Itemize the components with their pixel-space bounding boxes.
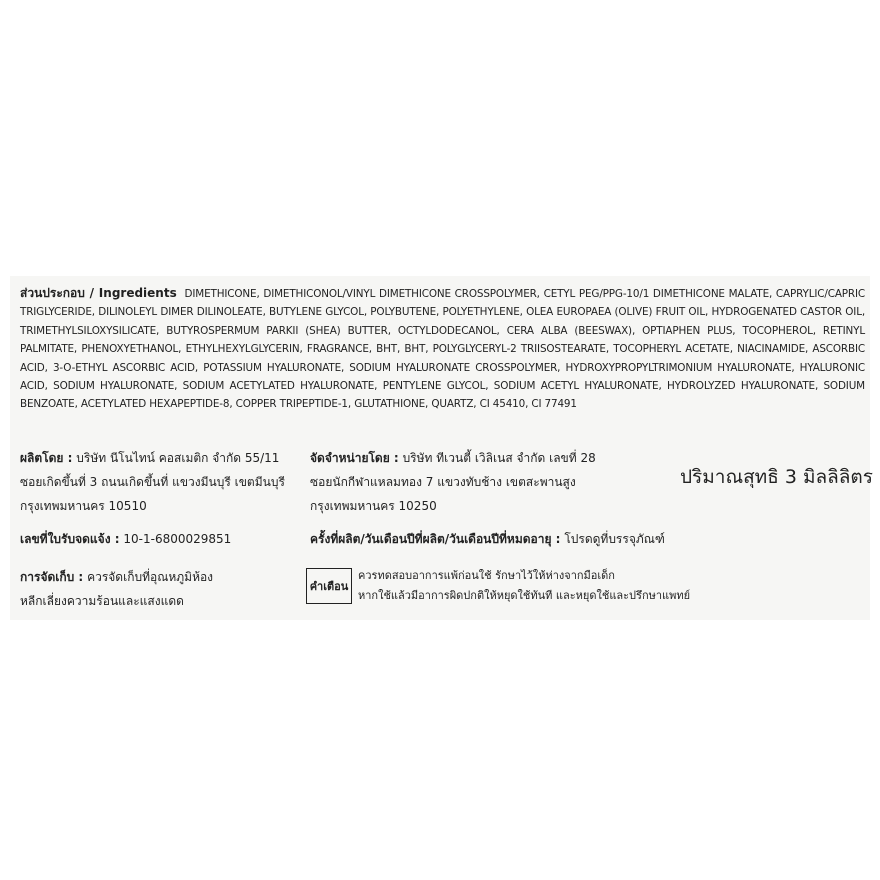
- warning-text: [358, 566, 691, 606]
- manufacturer-line-1: บริษัท นีโนไทน์ คอสเมติก จำกัด 55/11: [76, 451, 280, 465]
- distributor-line-3: กรุงเทพมหานคร 10250: [310, 499, 437, 513]
- ingredients-list: DIMETHICONE, DIMETHICONOL/VINYL DIMETHICONE CROSSPOLYMER, CETYL PEG/PPG-10/1 DIMETHICONE MALATE, CAPRYLIC/CAPRIC TRIGLYCERIDE, DILINOLEYL DIMER DILINOLEATE, BUTYLENE GLYCOL, POLYBUTENE, POLYETHYLENE, OLEA EUROPAEA (OLIVE) FRUIT OIL, HYDROGENATED CASTOR OIL, TRIMETHYLSILOXYSILICATE, BUTYROSPERMUM PARKII (SHEA) BUTTER, OCTYLDODECANOL, CERA ALBA (BEESWAX), OPTIAPHEN PLUS, TOCOPHEROL, RETINYL PALMITATE, PHENOXYETHANOL, ETHYLHEXYLGLYCERIN, FRAGRANCE, BHT, BHT, POLYGLYCERYL-2 TRIISOSTEARATE, TOCOPHERYL ACETATE, NIACINAMIDE, ASCORBIC ACID, 3-O-ETHYL ASCORBIC ACID, POTASSIUM HYALURONATE, SODIUM HYALURONATE CROSSPOLYMER, HYDROXYPROPYLTRIMONIUM HYALURONATE, HYALURONIC ACID, SODIUM HYALURONATE, SODIUM ACETYLATED HYALURONATE, PENTYLENE GLYCOL, SODIUM ACETYL HYALURONATE, HYDROLYZED HYALURONATE, SODIUM BENZOATE, ACETYLATED HEXAPEPTIDE-8, COPPER TRIPEPTIDE-1, GLUTATHIONE, QUARTZ, CI 45410, CI 77491: [20, 288, 865, 411]
- storage-label: การจัดเก็บ :: [20, 570, 84, 584]
- distributor-line-2: ซอยนักกีฬาแหลมทอง 7 แขวงทับช้าง เขตสะพานสูง: [310, 475, 576, 489]
- production-dates-value: โปรดดูที่บรรจุภัณฑ์: [564, 532, 665, 546]
- distributor-block: [310, 446, 640, 518]
- storage-line-1: ควรจัดเก็บที่อุณหภูมิห้อง: [87, 570, 214, 584]
- net-volume: ปริมาณสุทธิ 3 มิลลิลิตร: [680, 466, 873, 488]
- storage-line-2: หลีกเลี่ยงความร้อนและแสงแดด: [20, 594, 184, 608]
- warning-line-1: ควรทดสอบอาการแพ้ก่อนใช้ รักษาไว้ให้ห่างจากมือเด็ก: [358, 569, 615, 582]
- manufacturer-line-3: กรุงเทพมหานคร 10510: [20, 499, 147, 513]
- ingredients-section: [20, 284, 865, 414]
- registration-number: 10-1-6800029851: [123, 532, 232, 546]
- ingredients-heading: ส่วนประกอบ / Ingredients: [20, 286, 177, 300]
- distributor-label: จัดจำหน่ายโดย :: [310, 451, 399, 465]
- warning-line-2: หากใช้แล้วมีอาการผิดปกติให้หยุดใช้ทันที และหยุดใช้และปรึกษาแพทย์: [358, 589, 691, 602]
- registration-block: [20, 527, 300, 551]
- distributor-line-1: บริษัท ทีเวนตี้ เวิลิเนส จำกัด เลขที่ 28: [402, 451, 596, 465]
- production-dates-block: [310, 527, 670, 551]
- manufacturer-block: [20, 446, 290, 518]
- warning-label-box: คำเตือน: [306, 568, 352, 604]
- storage-block: [20, 565, 300, 613]
- manufacturer-line-2: ซอยเกิดขึ้นที่ 3 ถนนเกิดขึ้นที่ แขวงมีนบุรี เขตมีนบุรี: [20, 475, 285, 489]
- manufacturer-label: ผลิตโดย :: [20, 451, 73, 465]
- production-dates-label: ครั้งที่ผลิต/วันเดือนปีที่ผลิต/วันเดือนปีที่หมดอายุ :: [310, 532, 561, 546]
- registration-label: เลขที่ใบรับจดแจ้ง :: [20, 532, 120, 546]
